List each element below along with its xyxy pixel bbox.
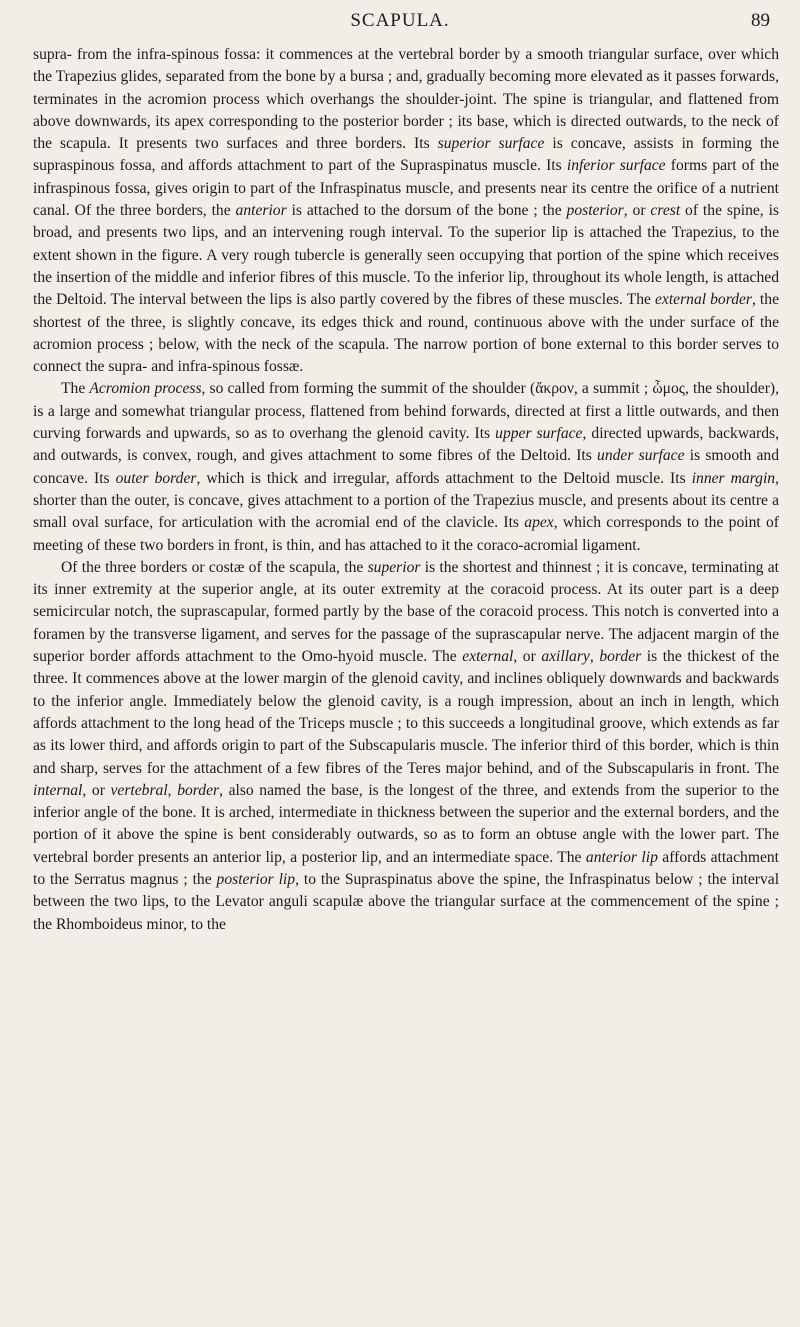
running-header [0, 10, 800, 36]
paragraph-borders: Of the three borders or costæ of the scapula, the superior is the shortest and thinnest ; it is concave, terminating at its inner extremity at the superior angle, at its outer extremity at the coracoid process. At its outer part is a deep semicircular notch, the suprascapular, formed partly by the base of the coracoid process. This notch is converted into a foramen by the transverse ligament, and serves for the passage of the suprascapular nerve. The adjacent margin of the superior border affords attachment to the Omo-hyoid muscle. The external, or axillary, border is the thickest of the three. It commences above at the lower margin of the glenoid cavity, and inclines obliquely downwards and backwards to the inferior angle. Immediately below the glenoid cavity, is a rough impression, about an inch in length, which affords attachment to the long head of the Triceps muscle ; to this succeeds a longitudinal groove, which extends as far as its lower third, and affords origin to part of the Subscapularis muscle. The inferior third of this border, which is thin and sharp, serves for the attachment of a few fibres of the Teres major behind, and of the Subscapularis in front. The internal, or vertebral, border, also named the base, is the longest of the three, and extends from the superior to the inferior angle of the bone. It is arched, intermediate in thickness between the superior and the external borders, and the portion of it above the spine is bent considerably outwards, so as to form an obtuse angle with the lower part. The vertebral border presents an anterior lip, a posterior lip, and an intermediate space. The anterior lip affords attachment to the Serratus magnus ; the posterior lip, to the Supraspinatus above the spine, the Infraspinatus below ; the interval between the two lips, to the Levator anguli scapulæ above the triangular surface at the commencement of the spine ; the Rhomboideus minor, to the [33, 558, 780, 933]
paragraph-acromion: The Acromion process, so called from forming the summit of the shoulder (ἄκρον, a summit ; ὦμος, the shoulder), is a large and somewhat triangular process, flattened from behind forwards, directed at first a little outwards, and then curving forwards and upwards, so as to overhang the glenoid cavity. Its upper surface, directed upwards, backwards, and outwards, is convex, rough, and gives attachment to some fibres of the Deltoid. Its under surface is smooth and concave. Its outer border, which is thick and irregular, affords attachment to the Deltoid muscle. Its inner margin, shorter than the outer, is concave, gives attachment to a portion of the Trapezius muscle, and presents about its centre a small oval surface, for articulation with the acromial end of the clavicle. Its apex, which corresponds to the point of meeting of these two borders in front, is thin, and has attached to it the coraco-acromial ligament. [33, 380, 780, 554]
body-text [33, 44, 779, 936]
paragraph-spine: supra- from the infra-spinous fossa: it commences at the vertebral border by a smooth triangular surface, over which the Trapezius glides, separated from the bone by a bursa ; and, gradually becoming more elevated as it passes forwards, terminates in the acromion process which overhangs the shoulder-joint. The spine is triangular, and flattened from above downwards, its apex corresponding to the posterior border ; its base, which is directed outwards, to the neck of the scapula. It presents two surfaces and three borders. Its superior surface is concave, assists in forming the supraspinous fossa, and affords attachment to part of the Supraspinatus muscle. Its inferior surface forms part of the infraspinous fossa, gives origin to part of the Infraspinatus muscle, and presents near its centre the orifice of a nutrient canal. Of the three borders, the anterior is attached to the dorsum of the bone ; the posterior, or crest of the spine, is broad, and presents two lips, and an intervening rough interval. To the superior lip is attached the Trapezius, to the extent shown in the figure. A very rough tubercle is generally seen occupying that portion of the spine which receives the insertion of the middle and inferior fibres of this muscle. To the inferior lip, throughout its whole length, is attached the Deltoid. The interval between the lips is also partly covered by the fibres of these muscles. The external border, the shortest of the three, is slightly concave, its edges thick and round, continuous above with the under surface of the acromion process ; below, with the neck of the scapula. The narrow portion of bone external to this border serves to connect the supra- and infra-spinous fossæ. [33, 46, 780, 376]
running-title: SCAPULA. [350, 10, 450, 31]
page-number: 89 [751, 10, 770, 31]
